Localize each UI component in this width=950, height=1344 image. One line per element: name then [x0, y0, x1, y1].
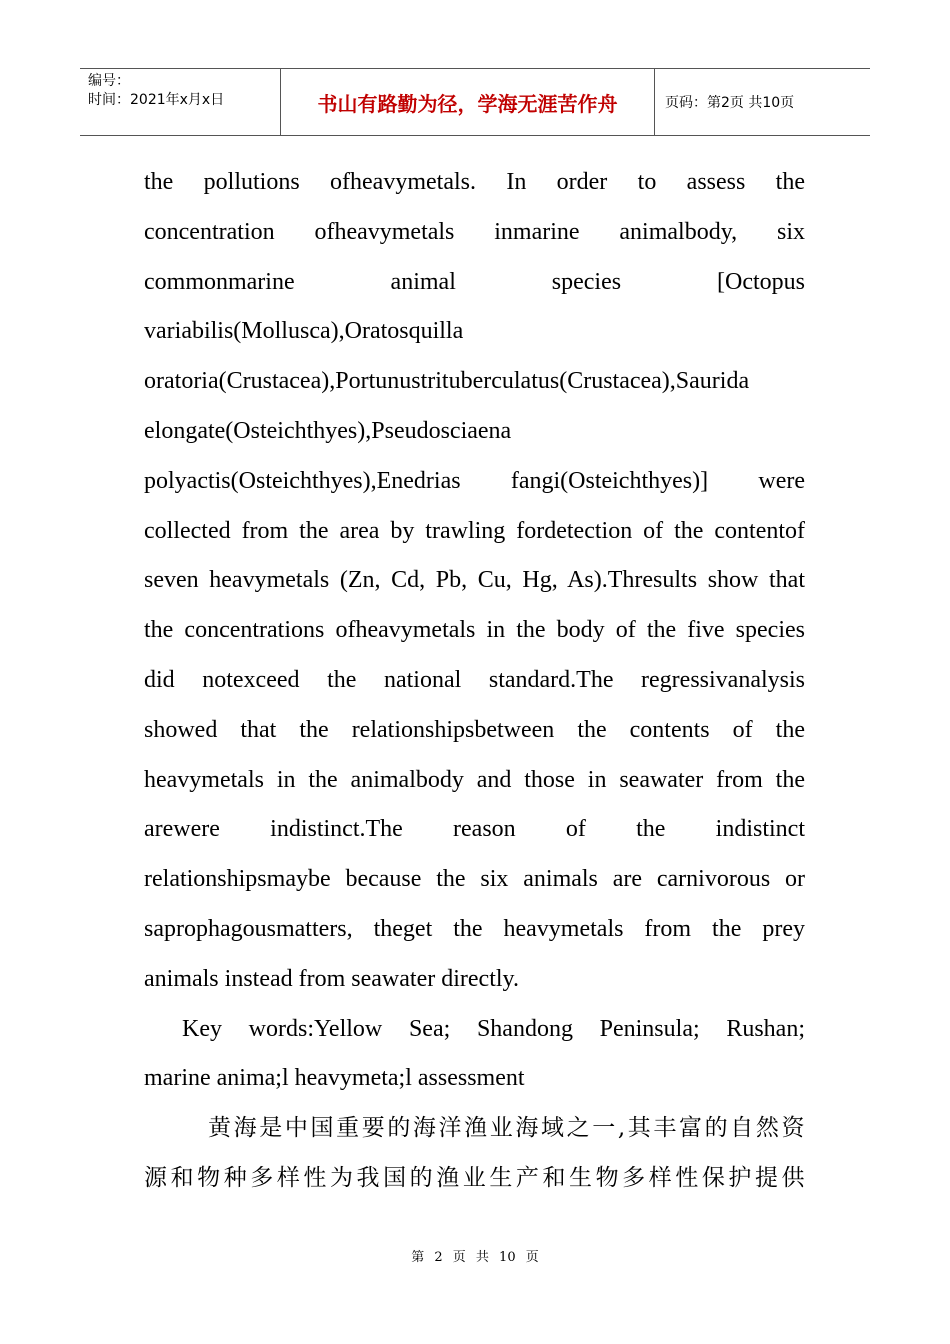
abstract-line: elongate(Osteichthyes),Pseudosciaena: [144, 417, 512, 444]
chinese-line: 源和物种多样性为我国的渔业生产和生物多样性保护提供: [144, 1164, 805, 1191]
document-body: [144, 158, 805, 1204]
abstract-line: the concentrations ofheavymetals in the body of the five species: [144, 617, 805, 644]
abstract-line: animals instead from seawater directly.: [144, 965, 519, 992]
abstract-line: oratoria(Crustacea),Portunustrituberculatus(Crustacea),Saurida: [144, 368, 750, 395]
header-motto: 书山有路勤为径，学海无涯苦作舟: [317, 91, 618, 116]
chinese-paragraph: [144, 1104, 805, 1204]
header-motto-cell: [281, 69, 655, 135]
page-header: [80, 68, 870, 136]
abstract-paragraph: [144, 158, 805, 1005]
keywords-line: Key words:Yellow Sea; Shandong Peninsula; Rushan;: [182, 1015, 805, 1042]
header-meta-cell: [80, 69, 281, 135]
page-footer: 第 2 页 共 10 页: [411, 1250, 539, 1265]
keywords-paragraph: [144, 1005, 805, 1105]
abstract-line: did notexceed the national standard.The regressivanalysis: [144, 666, 805, 693]
abstract-line: relationshipsmaybe because the six animals are carnivorous or: [144, 866, 805, 893]
header-page-info: 页码：第2页 共10页: [665, 95, 795, 111]
abstract-line: seven heavymetals (Zn, Cd, Pb, Cu, Hg, As).Thresults show that: [144, 567, 805, 594]
chinese-line: 黄海是中国重要的海洋渔业海域之一,其丰富的自然资: [208, 1115, 805, 1142]
abstract-line: variabilis(Mollusca),Oratosquilla: [144, 318, 464, 345]
abstract-line: commonmarine animal species [Octopus: [144, 268, 805, 295]
abstract-line: saprophagousmatters, theget the heavymetals from the prey: [144, 915, 805, 942]
document-time-label: 时间：2021年x月x日: [88, 92, 225, 108]
abstract-line: concentration ofheavymetals inmarine animalbody, six: [144, 218, 805, 245]
abstract-line: the pollutions ofheavymetals. In order to assess the: [144, 169, 805, 195]
header-page-cell: [655, 69, 870, 135]
abstract-line: collected from the area by trawling fordetection of the contentof: [144, 517, 805, 544]
abstract-line: showed that the relationshipsbetween the contents of the: [144, 716, 805, 743]
abstract-line: arewere indistinct.The reason of the indistinct: [144, 816, 805, 843]
abstract-line: heavymetals in the animalbody and those in seawater from the: [144, 766, 805, 793]
abstract-line: polyactis(Osteichthyes),Enedrias fangi(Osteichthyes)] were: [144, 467, 805, 494]
keywords-line: marine anima;l heavymeta;l assessment: [144, 1065, 525, 1092]
document-number-label: 编号：: [88, 73, 130, 89]
